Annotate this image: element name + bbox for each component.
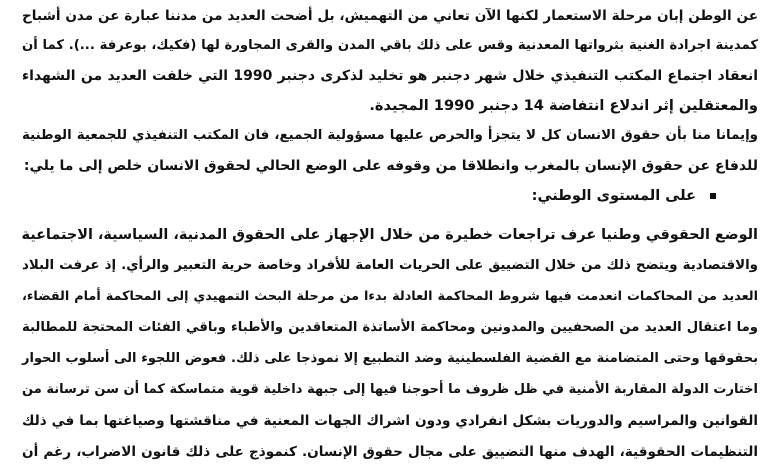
paragraph-1-line-3: انعقاد اجتماع المكتب التنفيذي خلال شهر دجنبر هو تخليد لذكرى دجنبر 1990 التي خلفت العديد من الشهداء — [22, 68, 759, 84]
paragraph-2-line-2: للدفاع عن حقوق الإنسان بالمغرب وانطلاقا من وقوفه على الوضع الحالي لحقوق الانسان خلص إلى ما يلي: — [23, 158, 758, 174]
square-bullet-icon — [710, 193, 716, 199]
paragraph-3-line-3: العديد من المحاكمات انعدمت فيها شروط المحاكمة العادلة بدءا من مرحلة البحث التمهيدي إلى المحاكمة أمام القضاء، — [22, 289, 758, 304]
bullet-heading: على المستوى الوطني: — [531, 187, 696, 204]
paragraph-2-line-1: وإيمانا منا بأن حقوق الانسان كل لا يتجزأ والحرص عليها مسؤولية الجميع، فان المكتب التنفيذي للجمعية الوطنية — [22, 128, 758, 143]
paragraph-3-line-7: القوانين والمراسيم والدوريات بشكل انفرادي ودون اشراك الجهات المعنية في مناقشتها وصياغتها بما في ذلك — [22, 413, 758, 429]
paragraph-3-line-8: التنظيمات الحقوقية، الهدف منها التضييق على مجال حقوق الإنسان. كنموذج على ذلك قانون الاضراب، رغم أن — [22, 444, 758, 460]
paragraph-1-line-4: والمعتقلين إثر اندلاع انتفاضة 14 دجنبر 1990 المجيدة. — [369, 97, 758, 114]
paragraph-3-line-5: بحقوقها وحتى المتضامنة مع القضية الفلسطينية وضد التطبيع إلا نموذجا على ذلك. فعوض اللجوء الى أسلوب الحوار — [22, 351, 758, 366]
paragraph-1-line-1: عن الوطن إبان مرحلة الاستعمار لكنها الآن تعاني من التهميش، بل أضحت العديد من مدننا عبارة عن مدن أشباح — [22, 8, 758, 24]
bullet-item — [22, 186, 758, 206]
paragraph-3-line-4: وما اعتقال العديد من الصحفيين والمدونين ومحاكمة الأساتذة المتعاقدين والأطباء وباقي الفئات المحتجة للمطالبة — [22, 320, 758, 335]
paragraph-3-line-2: والاقتصادية ويتضح ذلك من خلال التضييق على الحريات العامة للأفراد وخاصة حرية التعبير والرأي. إذ عرفت البلاد — [22, 258, 758, 273]
paragraph-3-line-6: اختارت الدولة المقاربة الأمنية في ظل ظروف ما أحوجنا فيها إلى جبهة داخلية قوية متماسكة كما أن سن ترسانة من — [22, 382, 758, 397]
paragraph-1-line-2: كمدينة اجرادة الغنية بثرواتها المعدنية وقس على ذلك باقي المدن والقرى المجاورة لها (فكيك، بوعرفة ...). كما أن — [22, 38, 758, 53]
paragraph-3-line-1: الوضع الحقوقي وطنيا عرف تراجعات خطيرة من خلال الإجهاز على الحقوق المدنية، السياسية، الاجتماعية — [21, 227, 758, 243]
